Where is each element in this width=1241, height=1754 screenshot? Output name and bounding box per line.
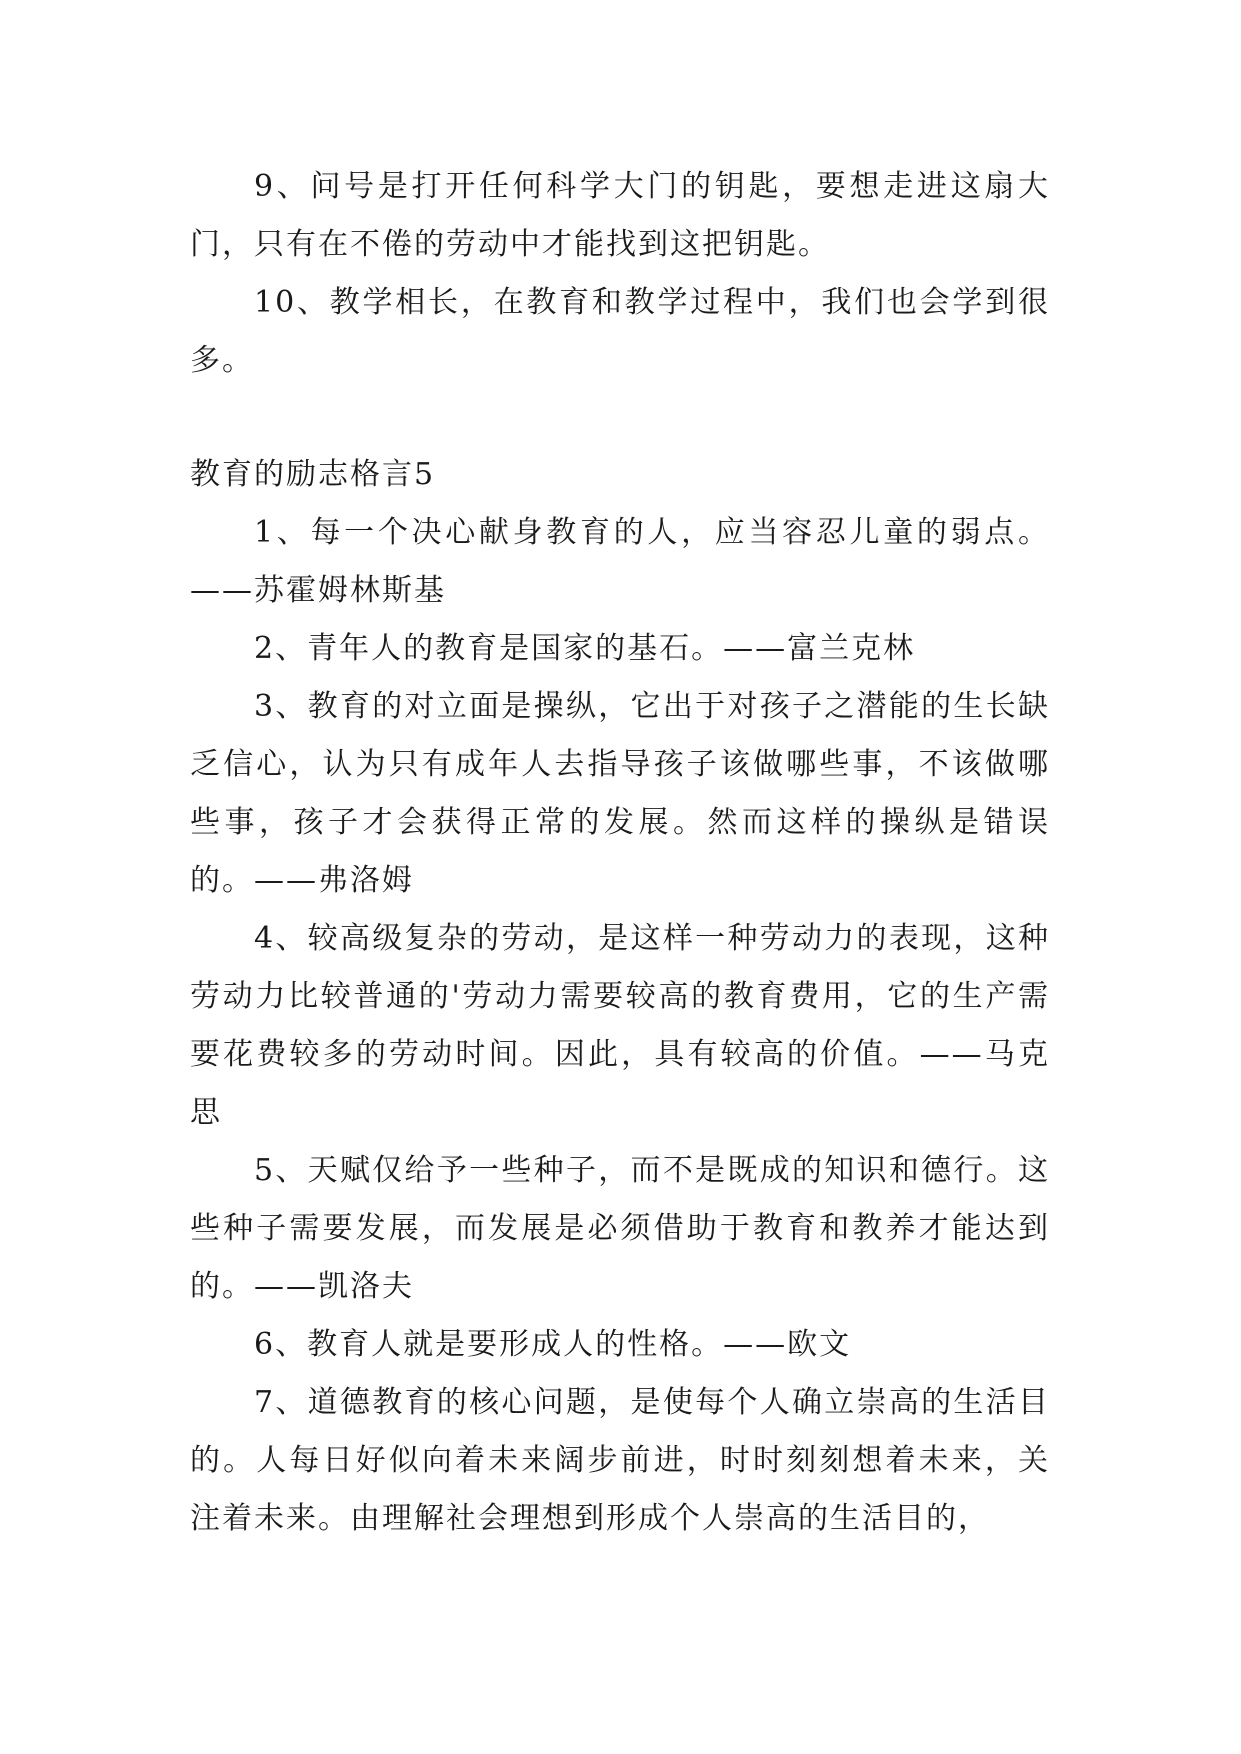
quote-item-9: 9、问号是打开任何科学大门的钥匙，要想走进这扇大门，只有在不倦的劳动中才能找到这把钥匙。 [190, 169, 1050, 262]
quote-item-1: 1、每一个决心献身教育的人，应当容忍儿童的弱点。——苏霍姆林斯基 [190, 515, 1050, 608]
quote-item-2: 2、青年人的教育是国家的基石。——富兰克林 [254, 631, 916, 666]
quote-item-10: 10、教学相长，在教育和教学过程中，我们也会学到很多。 [190, 285, 1050, 378]
section-title: 教育的励志格言5 [190, 457, 436, 492]
quote-item-3: 3、教育的对立面是操纵，它出于对孩子之潜能的生长缺乏信心，认为只有成年人去指导孩子该做哪些事，不该做哪些事，孩子才会获得正常的发展。然而这样的操纵是错误的。——弗洛姆 [190, 689, 1050, 898]
quote-item-5: 5、天赋仅给予一些种子，而不是既成的知识和德行。这些种子需要发展，而发展是必须借助于教育和教养才能达到的。——凯洛夫 [190, 1153, 1050, 1304]
document-body [190, 158, 1050, 1548]
quote-item-7: 7、道德教育的核心问题，是使每个人确立崇高的生活目的。人每日好似向着未来阔步前进，时时刻刻想着未来，关注着未来。由理解社会理想到形成个人崇高的生活目的， [190, 1385, 1050, 1536]
quote-item-6: 6、教育人就是要形成人的性格。——欧文 [254, 1327, 852, 1362]
quote-item-4: 4、较高级复杂的劳动，是这样一种劳动力的表现，这种劳动力比较普通的'劳动力需要较高的教育费用，它的生产需要花费较多的劳动时间。因此，具有较高的价值。——马克思 [190, 921, 1050, 1130]
